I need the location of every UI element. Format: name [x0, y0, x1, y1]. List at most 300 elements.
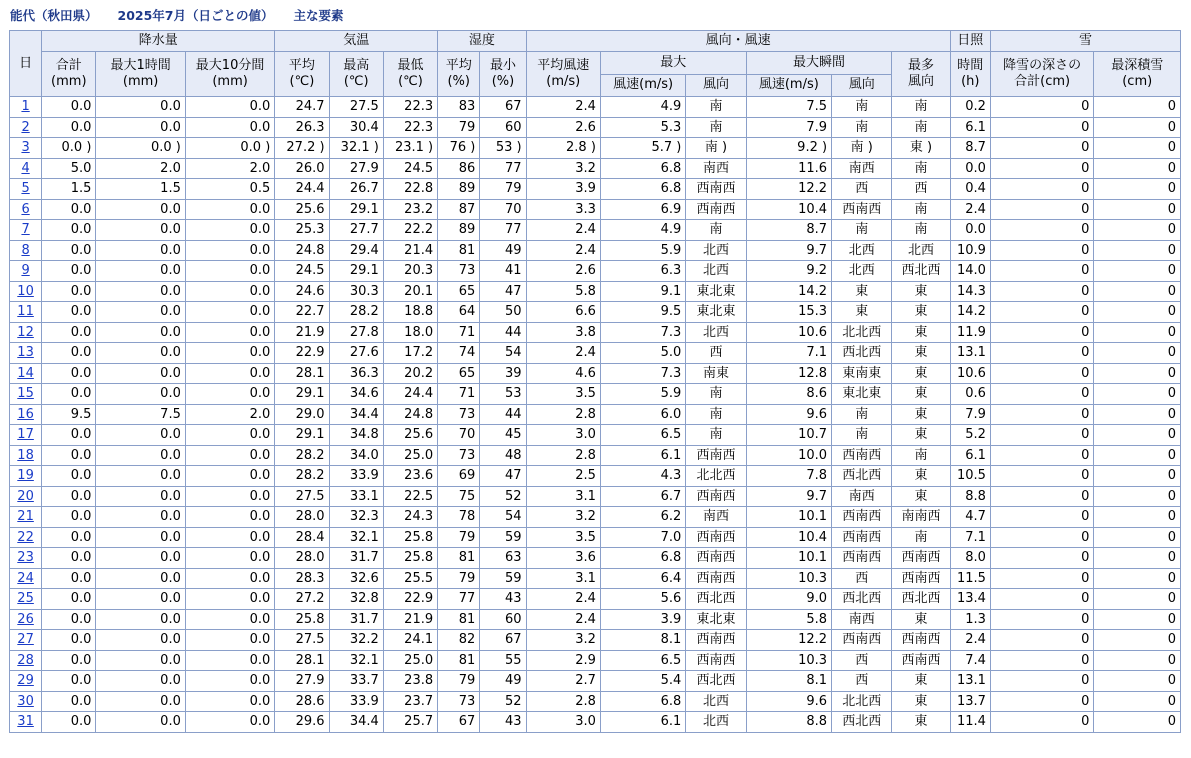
- table-cell: 0.0: [42, 671, 96, 692]
- table-cell: 0.0 ): [185, 138, 274, 159]
- day-link[interactable]: 3: [21, 140, 30, 155]
- table-cell: 0: [990, 609, 1094, 630]
- table-cell: 0.0: [42, 97, 96, 118]
- table-cell: 0: [1094, 363, 1181, 384]
- table-cell: 0.0: [96, 589, 185, 610]
- table-cell: 0.0: [42, 527, 96, 548]
- table-cell: 0.0: [950, 220, 990, 241]
- table-cell: 28.1: [275, 363, 329, 384]
- table-row: [10, 568, 1181, 589]
- table-cell: 0: [1094, 609, 1181, 630]
- table-row: [10, 240, 1181, 261]
- table-cell: 25.3: [275, 220, 329, 241]
- table-cell: 7.9: [746, 117, 831, 138]
- table-cell: 0: [990, 548, 1094, 569]
- table-cell: 27.7: [329, 220, 383, 241]
- table-cell: 西南西: [892, 548, 950, 569]
- table-cell: 0.0: [42, 322, 96, 343]
- table-cell: 27.2: [275, 589, 329, 610]
- table-cell: 0: [1094, 548, 1181, 569]
- table-cell: 2.8 ): [526, 138, 600, 159]
- day-link[interactable]: 9: [21, 263, 30, 278]
- table-cell: 6.5: [600, 650, 685, 671]
- table-cell: 3.9: [526, 179, 600, 200]
- col-w-avg: 平均風速 (m/s): [526, 52, 600, 97]
- table-cell: 43: [480, 589, 526, 610]
- table-cell: 0.0: [42, 384, 96, 405]
- table-cell: 0.0: [42, 466, 96, 487]
- table-cell: 南: [892, 158, 950, 179]
- table-cell: 1.5: [96, 179, 185, 200]
- table-row: [10, 220, 1181, 241]
- table-cell: 63: [480, 548, 526, 569]
- day-cell: [10, 527, 42, 548]
- table-cell: 南東: [686, 363, 746, 384]
- col-humid: 湿度: [438, 31, 526, 52]
- table-cell: 79: [438, 117, 480, 138]
- table-cell: 0.0: [185, 691, 274, 712]
- day-link[interactable]: 13: [17, 345, 34, 360]
- table-cell: 0.0: [96, 97, 185, 118]
- table-row: [10, 486, 1181, 507]
- table-cell: 0: [1094, 261, 1181, 282]
- table-cell: 22.3: [383, 97, 437, 118]
- table-cell: 西北西: [832, 712, 892, 733]
- table-cell: 9.1: [600, 281, 685, 302]
- table-row: [10, 179, 1181, 200]
- table-cell: 6.9: [600, 199, 685, 220]
- table-cell: 0.0: [96, 220, 185, 241]
- table-cell: 23.7: [383, 691, 437, 712]
- table-cell: 5.2: [950, 425, 990, 446]
- table-cell: 14.2: [746, 281, 831, 302]
- table-cell: 81: [438, 609, 480, 630]
- table-cell: 0: [1094, 630, 1181, 651]
- table-cell: 64: [438, 302, 480, 323]
- day-link[interactable]: 16: [17, 406, 34, 422]
- table-cell: 2.4: [526, 609, 600, 630]
- table-cell: 南: [892, 527, 950, 548]
- table-cell: 0: [990, 97, 1094, 118]
- table-cell: 0: [990, 220, 1094, 241]
- table-cell: 西南西: [686, 548, 746, 569]
- table-cell: 8.7: [950, 138, 990, 159]
- table-cell: 31.7: [329, 548, 383, 569]
- day-link[interactable]: 31: [17, 714, 34, 729]
- table-cell: 北北西: [832, 322, 892, 343]
- table-cell: 0: [1094, 97, 1181, 118]
- day-link[interactable]: 2: [21, 119, 30, 135]
- table-cell: 32.1: [329, 650, 383, 671]
- day-cell: [10, 363, 42, 384]
- table-cell: 2.6: [526, 261, 600, 282]
- table-cell: 28.6: [275, 691, 329, 712]
- table-cell: 0.0: [185, 220, 274, 241]
- table-cell: 0: [1094, 343, 1181, 364]
- day-link[interactable]: 27: [17, 632, 34, 647]
- table-cell: 77: [480, 158, 526, 179]
- col-w-inst-dir: 風向: [832, 74, 892, 97]
- table-cell: 西南西: [686, 199, 746, 220]
- table-row: [10, 712, 1181, 733]
- table-cell: 南西: [686, 507, 746, 528]
- table-cell: 西北西: [892, 589, 950, 610]
- table-cell: 東: [892, 404, 950, 425]
- table-cell: 0.0: [42, 445, 96, 466]
- table-cell: 南: [892, 199, 950, 220]
- table-cell: 0.0: [96, 568, 185, 589]
- table-cell: 西北西: [832, 466, 892, 487]
- day-cell: [10, 589, 42, 610]
- day-link[interactable]: 8: [21, 242, 30, 258]
- table-cell: 0.0: [96, 650, 185, 671]
- table-cell: 南: [892, 220, 950, 241]
- table-cell: 47: [480, 466, 526, 487]
- table-cell: 0: [990, 486, 1094, 507]
- table-cell: 32.1: [329, 527, 383, 548]
- table-cell: 25.7: [383, 712, 437, 733]
- day-cell: [10, 158, 42, 179]
- table-cell: 28.4: [275, 527, 329, 548]
- day-cell: [10, 650, 42, 671]
- table-cell: 27.5: [275, 486, 329, 507]
- table-cell: 10.3: [746, 650, 831, 671]
- table-cell: 西北西: [832, 343, 892, 364]
- table-cell: 0: [990, 363, 1094, 384]
- table-cell: 4.9: [600, 97, 685, 118]
- table-cell: 22.8: [383, 179, 437, 200]
- table-cell: 20.2: [383, 363, 437, 384]
- table-cell: 5.9: [600, 240, 685, 261]
- table-cell: 3.2: [526, 630, 600, 651]
- table-cell: 北西: [686, 240, 746, 261]
- table-cell: 86: [438, 158, 480, 179]
- day-cell: [10, 384, 42, 405]
- table-cell: 9.2: [746, 261, 831, 282]
- table-cell: 26.7: [329, 179, 383, 200]
- table-cell: 87: [438, 199, 480, 220]
- day-link[interactable]: 22: [17, 529, 34, 545]
- table-cell: 0: [990, 240, 1094, 261]
- table-cell: 0.0: [42, 363, 96, 384]
- table-cell: 東北東: [832, 384, 892, 405]
- table-cell: 8.8: [950, 486, 990, 507]
- table-cell: 8.1: [600, 630, 685, 651]
- table-cell: 9.7: [746, 486, 831, 507]
- table-cell: 10.4: [746, 199, 831, 220]
- table-cell: 0: [1094, 568, 1181, 589]
- table-cell: 8.1: [746, 671, 831, 692]
- table-row: [10, 650, 1181, 671]
- table-cell: 西: [832, 179, 892, 200]
- table-cell: 21.9: [275, 322, 329, 343]
- table-cell: 0: [990, 691, 1094, 712]
- col-t-avg: 平均 (℃): [275, 52, 329, 97]
- table-cell: 0.0: [42, 507, 96, 528]
- table-cell: 0.0: [96, 486, 185, 507]
- table-cell: 9.2 ): [746, 138, 831, 159]
- day-link[interactable]: 24: [17, 570, 34, 586]
- table-cell: 0.0: [42, 630, 96, 651]
- table-cell: 0: [1094, 650, 1181, 671]
- table-cell: 24.7: [275, 97, 329, 118]
- day-link[interactable]: 11: [17, 304, 34, 319]
- day-cell: [10, 281, 42, 302]
- table-cell: 20.1: [383, 281, 437, 302]
- table-cell: 10.5: [950, 466, 990, 487]
- table-cell: 5.0: [600, 343, 685, 364]
- table-row: [10, 507, 1181, 528]
- table-cell: 3.0: [526, 425, 600, 446]
- table-cell: 6.0: [600, 404, 685, 425]
- table-cell: 6.1: [600, 445, 685, 466]
- col-precip: 降水量: [42, 31, 275, 52]
- table-cell: 5.6: [600, 589, 685, 610]
- table-cell: 西南西: [832, 445, 892, 466]
- table-row: [10, 343, 1181, 364]
- table-cell: 2.6: [526, 117, 600, 138]
- day-cell: [10, 220, 42, 241]
- table-cell: 34.4: [329, 712, 383, 733]
- day-link[interactable]: 21: [17, 509, 34, 524]
- table-cell: 3.2: [526, 507, 600, 528]
- day-link[interactable]: 20: [17, 488, 34, 504]
- table-cell: 81: [438, 548, 480, 569]
- day-link[interactable]: 4: [21, 160, 30, 176]
- table-cell: 0.0: [185, 630, 274, 651]
- table-cell: 73: [438, 261, 480, 282]
- table-cell: 11.6: [746, 158, 831, 179]
- table-cell: 7.4: [950, 650, 990, 671]
- table-cell: 29.6: [275, 712, 329, 733]
- table-cell: 0.0: [185, 343, 274, 364]
- daily-weather-table: [9, 30, 1181, 733]
- table-cell: 0: [990, 630, 1094, 651]
- table-cell: 50: [480, 302, 526, 323]
- table-cell: 0: [1094, 302, 1181, 323]
- day-link[interactable]: 5: [21, 181, 30, 196]
- table-cell: 6.8: [600, 179, 685, 200]
- table-cell: 23.6: [383, 466, 437, 487]
- col-w-max: 最大: [600, 52, 746, 75]
- table-cell: 2.4: [526, 220, 600, 241]
- table-cell: 76 ): [438, 138, 480, 159]
- page-title: [10, 6, 364, 24]
- table-cell: 25.8: [275, 609, 329, 630]
- table-cell: 9.7: [746, 240, 831, 261]
- day-link[interactable]: 14: [17, 365, 34, 381]
- table-cell: 東: [832, 302, 892, 323]
- table-cell: 南: [832, 220, 892, 241]
- table-cell: 6.2: [600, 507, 685, 528]
- table-cell: 79: [438, 568, 480, 589]
- table-cell: 23.1 ): [383, 138, 437, 159]
- table-cell: 北西: [832, 240, 892, 261]
- col-w-inst-speed: 風速(m/s): [746, 74, 831, 97]
- day-link[interactable]: 10: [17, 283, 34, 299]
- table-cell: 8.7: [746, 220, 831, 241]
- table-cell: 73: [438, 404, 480, 425]
- table-cell: 西南西: [832, 630, 892, 651]
- table-cell: 南西: [832, 486, 892, 507]
- table-cell: 0: [1094, 507, 1181, 528]
- table-cell: 東: [892, 712, 950, 733]
- table-cell: 南: [686, 384, 746, 405]
- table-cell: 0.0: [185, 445, 274, 466]
- table-cell: 0.0: [96, 527, 185, 548]
- table-cell: 南西: [686, 158, 746, 179]
- table-cell: 0: [990, 712, 1094, 733]
- col-t-min: 最低 (℃): [383, 52, 437, 97]
- table-cell: 西北西: [832, 589, 892, 610]
- day-link[interactable]: 6: [21, 201, 30, 217]
- table-cell: 北西: [686, 712, 746, 733]
- table-cell: 12.2: [746, 630, 831, 651]
- table-cell: 0.0: [42, 568, 96, 589]
- table-cell: 25.6: [383, 425, 437, 446]
- table-cell: 12.8: [746, 363, 831, 384]
- table-cell: 71: [438, 322, 480, 343]
- table-cell: 東: [892, 466, 950, 487]
- table-cell: 0: [990, 404, 1094, 425]
- day-cell: [10, 609, 42, 630]
- col-w-inst: 最大瞬間: [746, 52, 892, 75]
- table-cell: 0: [1094, 220, 1181, 241]
- table-cell: 3.5: [526, 384, 600, 405]
- table-cell: 18.8: [383, 302, 437, 323]
- table-cell: 22.5: [383, 486, 437, 507]
- table-cell: 59: [480, 527, 526, 548]
- col-w-most: 最多 風向: [892, 52, 950, 97]
- table-cell: 59: [480, 568, 526, 589]
- table-cell: 33.9: [329, 691, 383, 712]
- table-cell: 0.6: [950, 384, 990, 405]
- table-cell: 14.3: [950, 281, 990, 302]
- table-cell: 30.4: [329, 117, 383, 138]
- table-cell: 9.6: [746, 691, 831, 712]
- table-cell: 5.8: [526, 281, 600, 302]
- table-cell: 0.0: [42, 281, 96, 302]
- table-cell: 2.4: [526, 97, 600, 118]
- table-cell: 69: [438, 466, 480, 487]
- table-cell: 5.3: [600, 117, 685, 138]
- table-cell: 43: [480, 712, 526, 733]
- table-cell: 3.6: [526, 548, 600, 569]
- table-cell: 0.0: [42, 589, 96, 610]
- col-p-10m: 最大10分間 (mm): [185, 52, 274, 97]
- table-cell: 2.9: [526, 650, 600, 671]
- table-cell: 10.6: [746, 322, 831, 343]
- day-cell: [10, 445, 42, 466]
- table-cell: 0.0: [42, 548, 96, 569]
- table-cell: 東: [892, 609, 950, 630]
- table-cell: 南: [892, 445, 950, 466]
- day-cell: [10, 404, 42, 425]
- table-cell: 東南東: [832, 363, 892, 384]
- col-h-avg: 平均 (%): [438, 52, 480, 97]
- table-cell: 南: [686, 97, 746, 118]
- table-cell: 28.2: [329, 302, 383, 323]
- table-row: [10, 609, 1181, 630]
- day-link[interactable]: 7: [21, 222, 30, 237]
- table-cell: 0: [990, 117, 1094, 138]
- table-cell: 0: [1094, 138, 1181, 159]
- table-cell: 53: [480, 384, 526, 405]
- table-row: [10, 630, 1181, 651]
- day-link[interactable]: 12: [17, 324, 34, 340]
- table-cell: 67: [438, 712, 480, 733]
- table-cell: 0: [1094, 322, 1181, 343]
- table-cell: 73: [438, 445, 480, 466]
- table-cell: 0.0: [96, 445, 185, 466]
- table-cell: 0: [990, 179, 1094, 200]
- table-cell: 0: [990, 445, 1094, 466]
- day-link[interactable]: 25: [17, 591, 34, 606]
- day-link[interactable]: 17: [17, 427, 34, 442]
- table-cell: 32.3: [329, 507, 383, 528]
- table-cell: 7.1: [950, 527, 990, 548]
- day-link[interactable]: 15: [17, 386, 34, 401]
- day-cell: [10, 117, 42, 138]
- table-row: [10, 199, 1181, 220]
- table-cell: 65: [438, 281, 480, 302]
- day-link[interactable]: 19: [17, 468, 34, 483]
- table-cell: 西: [892, 179, 950, 200]
- day-cell: [10, 466, 42, 487]
- table-cell: 0.0: [185, 117, 274, 138]
- day-cell: [10, 240, 42, 261]
- table-cell: 39: [480, 363, 526, 384]
- table-cell: 0: [1094, 589, 1181, 610]
- table-cell: 2.4: [950, 199, 990, 220]
- table-cell: 西南西: [686, 445, 746, 466]
- table-cell: 32.2: [329, 630, 383, 651]
- table-cell: 0.0: [42, 691, 96, 712]
- table-row: [10, 691, 1181, 712]
- table-cell: 26.3: [275, 117, 329, 138]
- col-p-1h: 最大1時間 (mm): [96, 52, 185, 97]
- table-cell: 0.0: [96, 691, 185, 712]
- table-cell: 0.0: [185, 261, 274, 282]
- table-cell: 東: [892, 384, 950, 405]
- table-row: [10, 404, 1181, 425]
- day-link[interactable]: 30: [17, 693, 34, 709]
- day-link[interactable]: 29: [17, 673, 34, 688]
- day-cell: [10, 179, 42, 200]
- table-cell: 23.8: [383, 671, 437, 692]
- table-cell: 36.3: [329, 363, 383, 384]
- table-cell: 6.8: [600, 691, 685, 712]
- day-link[interactable]: 28: [17, 652, 34, 668]
- kind-label: 主な要素: [293, 8, 344, 23]
- table-cell: 南: [892, 97, 950, 118]
- day-link[interactable]: 23: [17, 550, 34, 565]
- day-link[interactable]: 26: [17, 611, 34, 627]
- table-cell: 東: [892, 363, 950, 384]
- table-cell: 0.2: [950, 97, 990, 118]
- table-cell: 4.3: [600, 466, 685, 487]
- table-cell: 73: [438, 691, 480, 712]
- table-cell: 21.4: [383, 240, 437, 261]
- table-cell: 28.2: [275, 466, 329, 487]
- table-cell: 西南西: [686, 630, 746, 651]
- day-link[interactable]: 1: [21, 99, 30, 114]
- table-cell: 25.0: [383, 445, 437, 466]
- table-cell: 13.1: [950, 343, 990, 364]
- day-link[interactable]: 18: [17, 447, 34, 463]
- table-cell: 45: [480, 425, 526, 446]
- table-cell: 北西: [832, 261, 892, 282]
